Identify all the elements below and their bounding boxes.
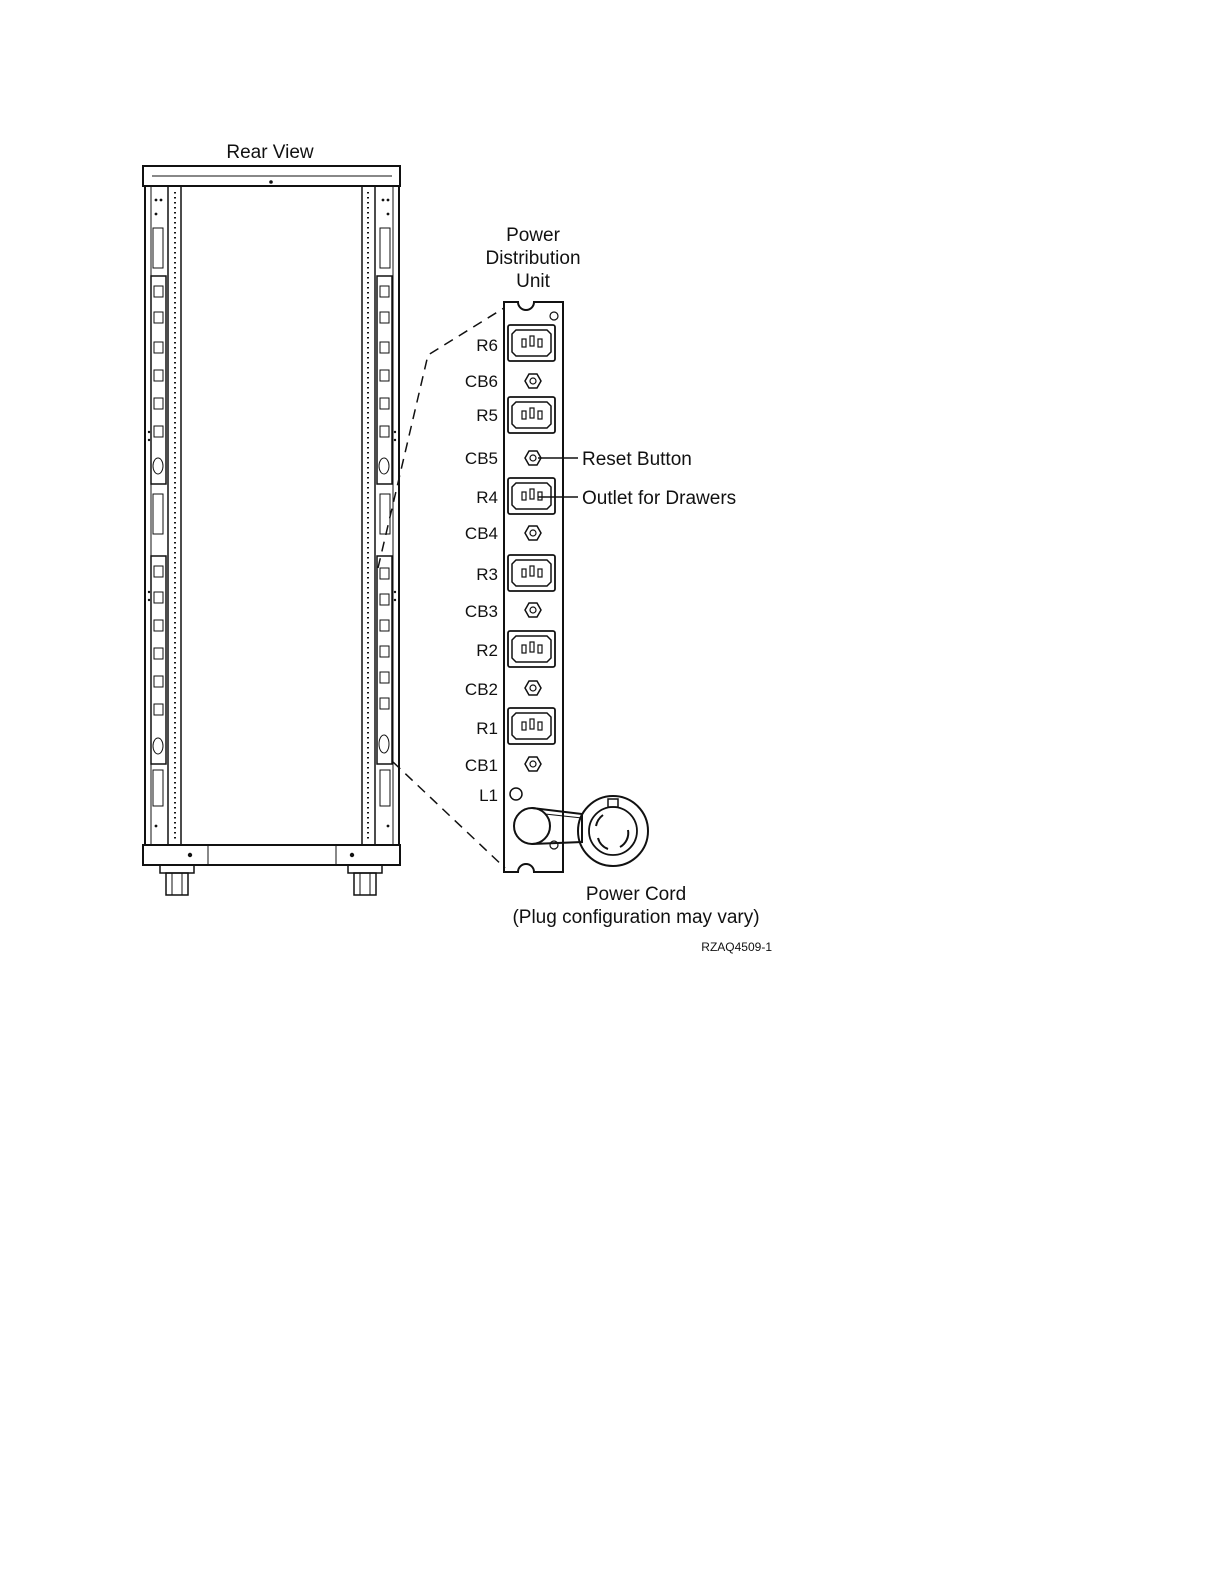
breaker-cb3: [525, 603, 541, 617]
pdu-title-line-3: Unit: [516, 271, 550, 292]
label-r6: R6: [476, 336, 498, 355]
outlet-labels: [465, 336, 498, 805]
pdu-title-line-2: Distribution: [485, 248, 581, 269]
label-r5: R5: [476, 406, 498, 425]
rear-view-title: Rear View: [226, 142, 314, 163]
pdu-title-line-1: Power: [506, 225, 560, 246]
callout-outlet-label: Outlet for Drawers: [582, 488, 737, 509]
indicator-light-l1: [510, 788, 522, 800]
power-cord-caption-line-2: (Plug configuration may vary): [512, 907, 760, 928]
breaker-cb4: [525, 526, 541, 540]
receptacle-r5: [508, 397, 555, 433]
label-cb3: CB3: [464, 602, 498, 621]
label-l1: L1: [479, 786, 498, 805]
label-cb6: CB6: [464, 372, 498, 391]
zoom-leader-lines: [378, 308, 505, 868]
breaker-cb2: [525, 681, 541, 695]
pdu-title: [485, 225, 580, 292]
power-cord-caption-line-1: Power Cord: [585, 884, 687, 905]
receptacle-r2: [508, 631, 555, 667]
callout-reset-button: [538, 449, 692, 470]
receptacle-r6: [508, 325, 555, 361]
callout-reset-label: Reset Button: [582, 449, 692, 470]
label-r2: R2: [476, 641, 498, 660]
power-cord: [514, 796, 648, 866]
figure-id: RZAQ4509-1: [701, 940, 772, 954]
label-r4: R4: [476, 488, 498, 507]
label-cb2: CB2: [464, 680, 498, 699]
label-r3: R3: [476, 565, 498, 584]
breaker-cb6: [525, 374, 541, 388]
receptacle-r3: [508, 555, 555, 591]
label-r1: R1: [476, 719, 498, 738]
label-cb4: CB4: [464, 524, 498, 543]
receptacle-r4: [508, 478, 555, 514]
label-cb1: CB1: [464, 756, 498, 775]
receptacle-r1: [508, 708, 555, 744]
rack-rear-view: [143, 142, 400, 895]
label-cb5: CB5: [464, 449, 498, 468]
power-cord-caption: [512, 884, 759, 928]
pdu-panel: [504, 302, 648, 872]
callout-outlet-for-drawers: [538, 488, 736, 509]
breaker-cb1: [525, 757, 541, 771]
